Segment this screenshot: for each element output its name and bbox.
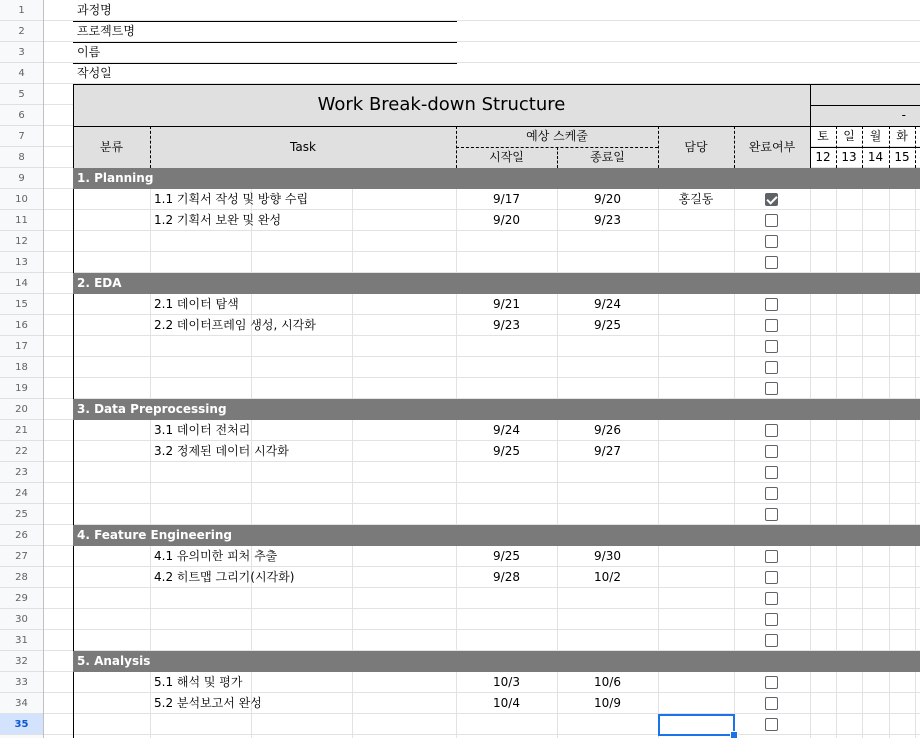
section-title: 5. Analysis: [77, 654, 151, 668]
row-number[interactable]: 33: [0, 672, 43, 693]
done-checkbox[interactable]: [765, 298, 778, 311]
start-date: 9/28: [493, 570, 520, 584]
row-number[interactable]: 11: [0, 210, 43, 231]
row-number[interactable]: 2: [0, 21, 43, 42]
task-name: 1.1 기획서 작성 및 방향 수립: [154, 192, 309, 206]
done-header: 완료여부: [748, 140, 796, 154]
weekday-label: 토: [817, 129, 829, 143]
info-underline: [73, 63, 457, 64]
done-checkbox[interactable]: [765, 634, 778, 647]
owner-name: 홍길동: [678, 192, 714, 206]
weekday-label: 일: [843, 129, 855, 143]
done-checkbox[interactable]: [765, 361, 778, 374]
start-date: 10/3: [493, 675, 520, 689]
weekday-label: 월: [869, 129, 882, 143]
done-checkbox[interactable]: [765, 256, 778, 269]
section-header: [73, 273, 920, 294]
row-number[interactable]: 18: [0, 357, 43, 378]
row-number[interactable]: 21: [0, 420, 43, 441]
section-header: [73, 525, 920, 546]
row-number[interactable]: 7: [0, 126, 43, 147]
end-date: 10/9: [594, 696, 621, 710]
task-name: 1.2 기획서 보완 및 완성: [154, 213, 282, 227]
start-date-header: 시작일: [489, 150, 524, 164]
row-number[interactable]: 3: [0, 42, 43, 63]
done-checkbox[interactable]: [765, 193, 778, 206]
schedule-header: 예상 스케줄: [526, 129, 588, 143]
row-number[interactable]: 10: [0, 189, 43, 210]
header-border: [150, 126, 151, 168]
grid-line: [44, 734, 920, 735]
row-number[interactable]: 25: [0, 504, 43, 525]
task-name: 2.1 데이터 탐색: [154, 297, 239, 311]
done-checkbox[interactable]: [765, 697, 778, 710]
done-checkbox[interactable]: [765, 340, 778, 353]
spreadsheet-grid[interactable]: [44, 0, 920, 738]
grid-line: [44, 608, 920, 609]
row-number[interactable]: 17: [0, 336, 43, 357]
header-border: [810, 147, 920, 148]
end-date: 10/2: [594, 570, 621, 584]
done-checkbox[interactable]: [765, 718, 778, 731]
end-date: 9/26: [594, 423, 621, 437]
header-border: [734, 126, 735, 168]
grid-line: [44, 629, 920, 630]
row-number[interactable]: 4: [0, 63, 43, 84]
header-border: [73, 126, 920, 127]
done-checkbox[interactable]: [765, 550, 778, 563]
row-number[interactable]: 32: [0, 651, 43, 672]
owner-header: 담당: [684, 140, 708, 154]
start-date: 9/24: [493, 423, 520, 437]
wbs-title: Work Break-down Structure: [317, 94, 566, 115]
header-border: [73, 84, 74, 168]
done-checkbox[interactable]: [765, 382, 778, 395]
header-border: [862, 126, 863, 168]
grid-line: [44, 356, 920, 357]
row-number[interactable]: 19: [0, 378, 43, 399]
done-checkbox[interactable]: [765, 571, 778, 584]
task-name: 2.2 데이터프레임 생성, 시각화: [154, 318, 316, 332]
row-number[interactable]: 28: [0, 567, 43, 588]
task-name: 3.2 정제된 데이터 시각화: [154, 444, 289, 458]
category-header: 분류: [99, 140, 124, 154]
section-title: 2. EDA: [77, 276, 122, 290]
header-border: [73, 84, 920, 85]
end-date: 9/25: [594, 318, 621, 332]
row-number[interactable]: 12: [0, 231, 43, 252]
end-date: 9/24: [594, 297, 621, 311]
row-number[interactable]: 5: [0, 84, 43, 105]
done-checkbox[interactable]: [765, 592, 778, 605]
section-header: [73, 399, 920, 420]
row-number[interactable]: 26: [0, 525, 43, 546]
row-number[interactable]: 6: [0, 105, 43, 126]
grid-line: [44, 377, 920, 378]
start-date: 9/25: [493, 444, 520, 458]
end-date: 9/27: [594, 444, 621, 458]
header-border: [557, 147, 558, 168]
row-number[interactable]: 16: [0, 315, 43, 336]
grid-line: [44, 482, 920, 483]
day-number: 14: [867, 150, 884, 164]
done-checkbox[interactable]: [765, 319, 778, 332]
start-date: 9/23: [493, 318, 520, 332]
row-number[interactable]: 35: [0, 714, 43, 735]
task-name: 3.1 데이터 전처리: [154, 423, 251, 437]
day-number: 12: [815, 150, 831, 164]
start-date: 9/25: [493, 549, 520, 563]
header-border: [836, 126, 837, 168]
start-date: 10/4: [493, 696, 520, 710]
row-number[interactable]: 13: [0, 252, 43, 273]
task-header: Task: [290, 140, 316, 154]
row-header-column: [0, 0, 44, 738]
row-number[interactable]: 14: [0, 273, 43, 294]
date-label: 작성일: [77, 66, 112, 80]
done-checkbox[interactable]: [765, 214, 778, 227]
name-label: 이름: [77, 45, 101, 59]
row-number[interactable]: 31: [0, 630, 43, 651]
day-number: 15: [894, 150, 910, 164]
row-number[interactable]: 30: [0, 609, 43, 630]
end-date: 9/23: [594, 213, 621, 227]
done-checkbox[interactable]: [765, 235, 778, 248]
task-name: 4.1 유의미한 피처 추출: [154, 549, 278, 563]
task-name: 5.2 분석보고서 완성: [154, 696, 262, 710]
end-date-header: 종료일: [590, 150, 625, 164]
header-border: [810, 105, 920, 106]
active-cell-selection[interactable]: [658, 714, 735, 736]
header-border: [889, 126, 890, 168]
section-header: [73, 651, 920, 672]
done-checkbox[interactable]: [765, 445, 778, 458]
header-border: [658, 126, 659, 168]
section-title: 4. Feature Engineering: [77, 528, 232, 542]
row-number[interactable]: 24: [0, 483, 43, 504]
section-title: 1. Planning: [77, 171, 154, 185]
grid-line: [44, 503, 920, 504]
done-checkbox[interactable]: [765, 508, 778, 521]
weekday-label: 화: [896, 129, 908, 143]
done-checkbox[interactable]: [765, 466, 778, 479]
row-number[interactable]: 27: [0, 546, 43, 567]
task-name: 4.2 히트맵 그리기(시각화): [154, 570, 295, 584]
row-number[interactable]: 8: [0, 147, 43, 168]
done-checkbox[interactable]: [765, 487, 778, 500]
header-border: [915, 126, 916, 168]
row-number[interactable]: 29: [0, 588, 43, 609]
end-date: 9/30: [594, 549, 621, 563]
done-checkbox[interactable]: [765, 424, 778, 437]
start-date: 9/20: [493, 213, 520, 227]
start-date: 9/21: [493, 297, 520, 311]
section-header: [73, 168, 920, 189]
course-name-label: 과정명: [77, 3, 112, 17]
header-border: [456, 126, 457, 168]
done-checkbox[interactable]: [765, 613, 778, 626]
day-number: 13: [841, 150, 857, 164]
info-underline: [73, 42, 457, 43]
header-border: [810, 84, 811, 168]
project-name-label: 프로젝트명: [77, 24, 135, 38]
grid-line: [44, 251, 920, 252]
row-number[interactable]: 9: [0, 168, 43, 189]
row-number[interactable]: 34: [0, 693, 43, 714]
row-number[interactable]: 15: [0, 294, 43, 315]
end-date: 10/6: [594, 675, 621, 689]
row-number[interactable]: 23: [0, 462, 43, 483]
row-number[interactable]: 1: [0, 0, 43, 21]
task-name: 5.1 해석 및 평가: [154, 675, 243, 689]
end-date: 9/20: [594, 192, 621, 206]
row-number[interactable]: 22: [0, 441, 43, 462]
calendar-month-dash: -: [901, 108, 906, 122]
done-checkbox[interactable]: [765, 676, 778, 689]
start-date: 9/17: [493, 192, 520, 206]
row-number[interactable]: 20: [0, 399, 43, 420]
section-title: 3. Data Preprocessing: [77, 402, 227, 416]
